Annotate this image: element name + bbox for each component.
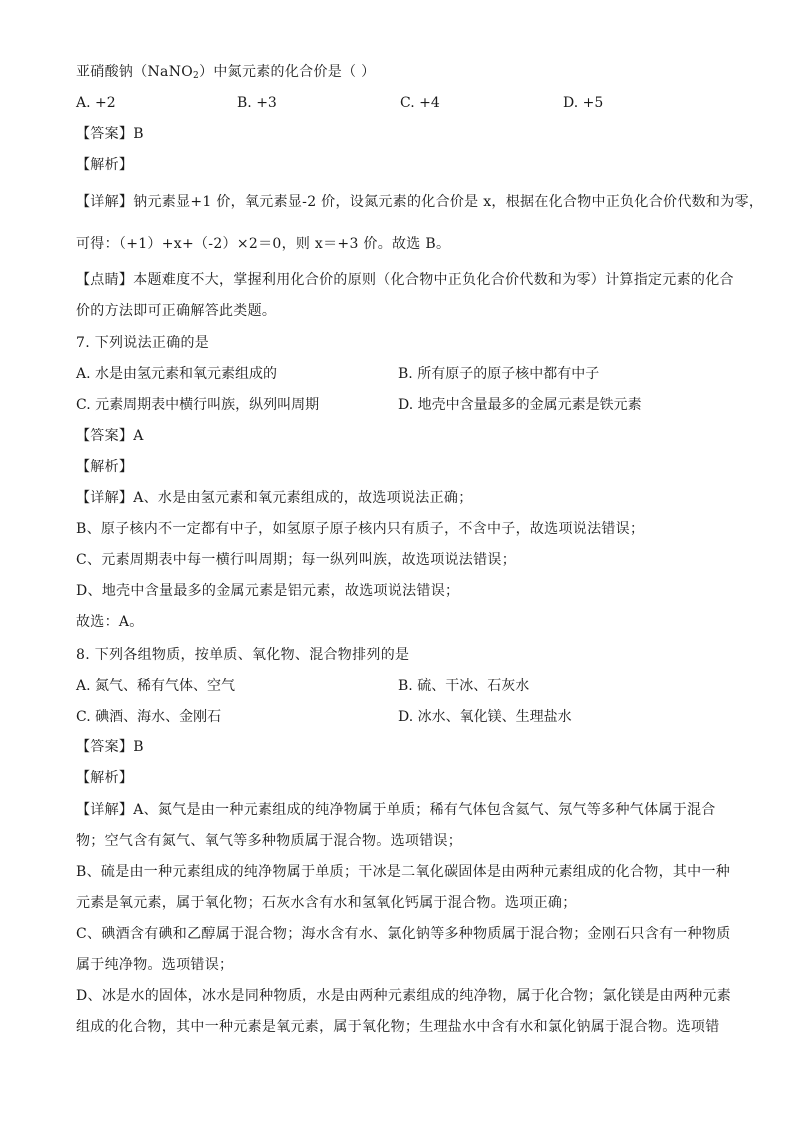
q8-option-a: A. 氮气、稀有气体、空气 — [76, 678, 236, 694]
q7-option-a: A. 水是由氢元素和氧元素组成的 — [76, 366, 278, 382]
q8-detail-line-8: 组成的化合物，其中一种元素是氧元素，属于氧化物；生理盐水中含有水和氯化钠属于混合物。选项错 — [76, 1019, 720, 1035]
q6-comment-line-1: 【点睛】本题难度不大，掌握利用化合价的原则（化合物中正负化合价代数和为零）计算指定元素的化合 — [76, 272, 734, 288]
q8-detail-line-7: D、冰是水的固体，冰水是同种物质，水是由两种元素组成的纯净物，属于化合物；氯化镁是由两种元素 — [76, 988, 732, 1004]
q6-stem-subscript: 2 — [193, 71, 200, 81]
q7-option-b: B. 所有原子的原子核中都有中子 — [398, 366, 600, 382]
q8-option-c: C. 碘酒、海水、金刚石 — [76, 709, 222, 725]
q6-option-c: C. +4 — [400, 95, 440, 111]
q6-stem-tail: ）中氮元素的化合价是（ ） — [199, 64, 376, 80]
q8-detail-line-1: 【详解】A、氮气是由一种元素组成的纯净物属于单质；稀有气体包含氦气、氖气等多种气体属于混合 — [76, 802, 716, 818]
q8-detail-line-2: 物；空气含有氮气、氧气等多种物质属于混合物。选项错误； — [76, 833, 463, 849]
q6-option-d: D. +5 — [563, 95, 604, 111]
q8-detail-line-6: 属于纯净物。选项错误； — [76, 957, 234, 973]
q7-stem: 7. 下列说法正确的是 — [76, 335, 210, 351]
q8-analysis-label: 【解析】 — [76, 770, 134, 786]
q6-stem-text: 亚硝酸钠（NaNO — [76, 64, 194, 80]
q8-stem: 8. 下列各组物质，按单质、氧化物、混合物排列的是 — [76, 647, 410, 663]
q6-answer: 【答案】B — [76, 126, 144, 142]
q6-analysis-label: 【解析】 — [76, 157, 134, 173]
q6-option-b: B. +3 — [237, 95, 277, 111]
q7-option-d: D. 地壳中含量最多的金属元素是铁元素 — [398, 397, 642, 413]
q7-detail-line-2: B、原子核内不一定都有中子，如氢原子原子核内只有质子，不含中子，故选项说法错误； — [76, 521, 645, 537]
q8-option-b: B. 硫、干冰、石灰水 — [398, 678, 530, 694]
q7-detail-line-5: 故选：A。 — [76, 614, 144, 630]
q6-option-a: A. +2 — [76, 95, 116, 111]
q8-detail-line-3: B、硫是由一种元素组成的纯净物属于单质；干冰是二氧化碳固体是由两种元素组成的化合物，其中一种 — [76, 864, 731, 880]
q8-detail-line-4: 元素是氧元素，属于氧化物；石灰水含有水和氢氧化钙属于混合物。选项正确； — [76, 895, 577, 911]
q6-comment-line-2: 价的方法即可正确解答此类题。 — [76, 303, 277, 319]
q7-detail-line-1: 【详解】A、水是由氢元素和氧元素组成的，故选项说法正确； — [76, 490, 473, 506]
q7-option-c: C. 元素周期表中横行叫族，纵列叫周期 — [76, 397, 320, 413]
q6-detail-line-2: 可得：（+1）+x+（-2）×2＝0，则 x＝+3 价。故选 B。 — [76, 236, 451, 252]
q7-detail-line-4: D、地壳中含量最多的金属元素是铝元素，故选项说法错误； — [76, 583, 460, 599]
q6-stem — [76, 62, 726, 82]
q6-detail-line-1: 【详解】钠元素显+1 价，氧元素显-2 价，设氮元素的化合价是 x，根据在化合物中正负化合价代数和为零， — [76, 194, 764, 210]
q7-answer: 【答案】A — [76, 428, 144, 444]
q8-detail-line-5: C、碘酒含有碘和乙醇属于混合物；海水含有水、氯化钠等多种物质属于混合物；金刚石只含有一种物质 — [76, 926, 731, 942]
q8-option-d: D. 冰水、氧化镁、生理盐水 — [398, 709, 572, 725]
q8-answer: 【答案】B — [76, 739, 144, 755]
q7-analysis-label: 【解析】 — [76, 459, 134, 475]
q7-detail-line-3: C、元素周期表中每一横行叫周期；每一纵列叫族，故选项说法错误； — [76, 552, 517, 568]
